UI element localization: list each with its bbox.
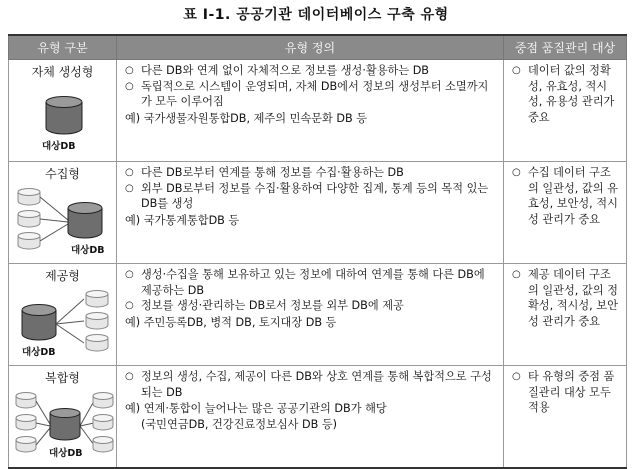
header-type: 유형 구분 [9,35,117,60]
db-type-table [8,34,627,469]
db-label: 대상DB [42,141,76,152]
example-detail-text: (국민연금DB, 건강진료정보심사 DB 등) [141,417,338,431]
target-db-icon [21,304,57,342]
type-cell [9,366,117,469]
table-row-provision [9,264,627,366]
quality-cell [504,60,627,162]
quality-cell [504,366,627,469]
quality-bullet: ○ 타 유형의 중점 품질관리 대상 모두 적용 [512,370,615,414]
db-label: 대상DB [22,347,56,358]
definition-cell [117,264,504,366]
db-label: 대상DB [49,448,83,459]
definition-bullet: ○ 다른 DB와 연계 없이 자체적으로 정보를 생성·활용하는 DB [125,64,429,77]
source-db-icon [15,414,37,431]
definition-bullet: ○ 외부 DB로부터 정보를 수집·활용하여 다양한 집계, 통계 등의 목적 있는 DB를 생성 [125,181,489,210]
type-cell [9,162,117,264]
type-name: 제공형 [45,269,80,283]
definition-cell [117,162,504,264]
type-name: 수집형 [45,167,80,181]
source-db-icon [17,188,41,206]
destination-db-icon [92,436,114,453]
target-db-icon [67,202,103,240]
table-row-composite [9,366,627,469]
definition-bullet: ○ 생성·수집을 통해 보유하고 있는 정보에 대하여 연계를 통해 다른 DB에 제공하는 DB [125,268,485,297]
connector-lines [40,192,70,252]
definition-bullet: ○ 정보를 생성·관리하는 DB로서 정보를 외부 DB에 제공 [125,299,404,312]
header-quality: 중점 품질관리 대상 [504,35,627,60]
header-definition: 유형 정의 [117,35,504,60]
destination-db-icon [85,312,109,330]
target-db-icon [49,408,81,442]
quality-cell [504,162,627,264]
type-cell [9,60,117,162]
table-row-self-generated [9,60,627,162]
definition-bullet: ○ 다른 DB로부터 연계를 통해 정보를 수집·활용하는 DB [125,166,404,179]
type-name: 복합형 [45,371,80,385]
quality-cell [504,264,627,366]
type-cell [9,264,117,366]
table-row-collection [9,162,627,264]
definition-cell [117,60,504,162]
definition-bullet: ○ 정보의 생성, 수집, 제공이 다른 DB와 상호 연계를 통해 복합적으로 구성되는 DB [125,370,492,399]
definition-cell [117,366,504,469]
table-header-row [9,35,627,60]
type-name: 자체 생성형 [31,65,94,79]
source-db-icon [17,210,41,228]
example-text: 예) 주민등록DB, 병적 DB, 토지대장 DB 등 [125,315,337,329]
example-text: 예) 국가통계통합DB 등 [125,213,240,227]
destination-db-icon [85,334,109,352]
quality-bullet: ○ 수집 데이터 구조의 일관성, 값의 유효성, 보안성, 적시성 관리가 중요 [512,166,618,226]
db-label: 대상DB [71,245,105,256]
quality-bullet: ○ 제공 데이터 구조의 일관성, 값의 정확성, 적시성, 보안성 관리가 중요 [512,268,618,328]
connector-lines [56,294,86,354]
source-db-icon [17,232,41,250]
destination-db-icon [92,392,114,409]
destination-db-icon [92,414,114,431]
example-text: 예) 국가생물자원통합DB, 제주의 민속문화 DB 등 [125,111,368,125]
definition-bullet: ○ 독립적으로 시스템이 운영되며, 자체 DB에서 정보의 생성부터 소멸까지가 모두 이루어짐 [125,79,489,108]
source-db-icon [15,392,37,409]
target-db-icon [45,96,83,136]
page-title: 표 Ⅰ-1. 공공기관 데이터베이스 구축 유형 [183,7,449,23]
quality-bullet: ○ 데이터 값의 정확성, 유효성, 적시성, 유용성 관리가 중요 [512,64,615,124]
source-db-icon [15,436,37,453]
destination-db-icon [85,290,109,308]
example-text: 예) 연계·통합이 늘어나는 많은 공공기관의 DB가 해당 [125,402,387,415]
